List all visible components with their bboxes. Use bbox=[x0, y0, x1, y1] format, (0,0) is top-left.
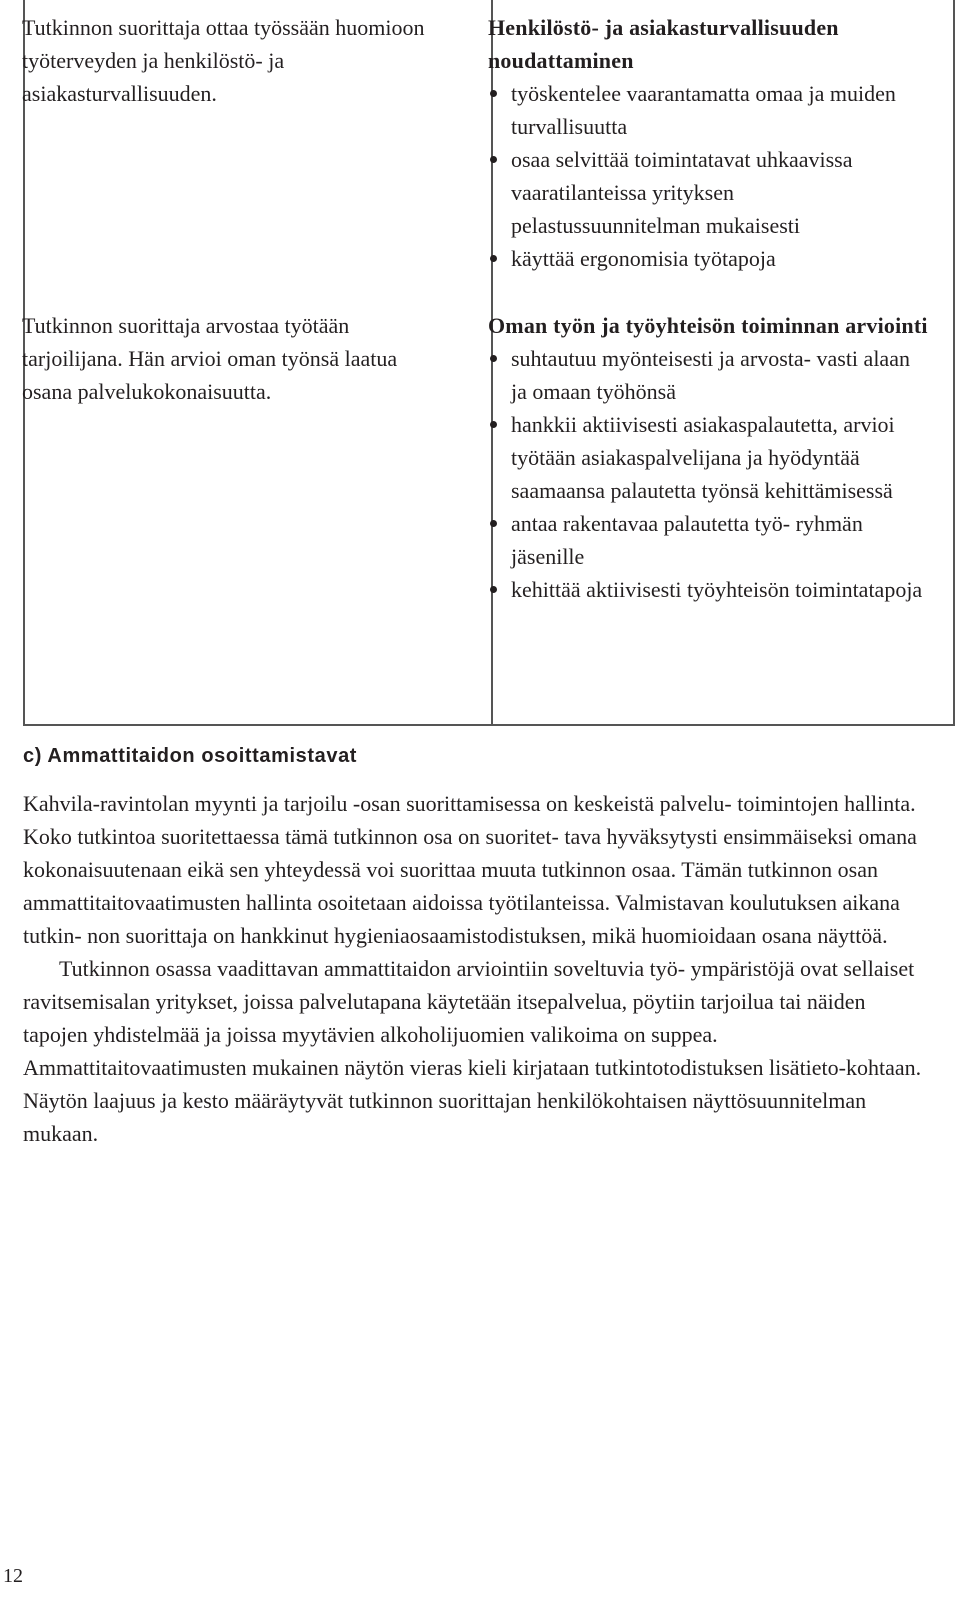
table-row-2-heading: Oman työn ja työyhteisön toiminnan arviointi bbox=[488, 313, 928, 338]
list-item: suhtautuu myönteisesti ja arvosta- vasti alaan ja omaan työhönsä bbox=[488, 342, 928, 408]
body-paragraph-2: Tutkinnon osassa vaadittavan ammattitaidon arviointiin soveltuvia työ- ympäristöjä ovat sellaiset ravitsemisalan yritykset, joissa palvelutapana käytetään itsepalvelua, pöytiin tarjoilua tai näiden tapojen yhdistelmää ja joissa myytävien alkoholijuomien valikoima on suppea. Ammattitaitovaatimusten mukainen näytön vieras kieli kirjataan tutkintotodistuksen lisätieto-kohtaan. Näytön laajuus ja kesto määräytyvät tutkinnon suorittajan henkilökohtaisen näyttösuunnitelman mukaan. bbox=[23, 956, 922, 1146]
body-paragraph-1: Kahvila-ravintolan myynti ja tarjoilu -osan suorittamisessa on keskeistä palvelu- toimintojen hallinta. Koko tutkintoa suoritettaessa tämä tutkinnon osa on suoritet- tava hyväksytysti ensimmäiseksi omana kokonaisuutenaan eikä sen yhteydessä voi suorittaa muuta tutkinnon osaa. Tämän tutkinnon osan ammattitaitovaatimusten hallinta osoitetaan aidoissa työtilanteissa. Valmistavan koulutuksen aikana tutkin- non suorittaja on hankkinut hygieniaosaamistodistuksen, mikä huomioidaan osana näyttöä. bbox=[23, 791, 917, 948]
list-item: käyttää ergonomisia työtapoja bbox=[488, 242, 928, 275]
table-row-1-criteria bbox=[488, 11, 928, 275]
list-item: työskentelee vaarantamatta omaa ja muiden turvallisuutta bbox=[488, 77, 928, 143]
list-item: osaa selvittää toimintatavat uhkaavissa vaaratilanteissa yrityksen pelastussuunnitelman mukaisesti bbox=[488, 143, 928, 242]
page-number: 12 bbox=[3, 1565, 23, 1587]
table-row-2-criteria bbox=[488, 309, 928, 606]
section-heading: c) Ammattitaidon osoittamistavat bbox=[23, 745, 358, 767]
table-row-2-left-text: Tutkinnon suorittaja arvostaa työtään tarjoilijana. Hän arvioi oman työnsä laatua osana palvelukokonaisuutta. bbox=[22, 313, 398, 404]
table-row-1-heading: Henkilöstö- ja asiakasturvallisuuden noudattaminen bbox=[488, 15, 839, 73]
list-item: hankkii aktiivisesti asiakaspalautetta, arvioi työtään asiakaspalvelijana ja hyödyntää saamaansa palautetta työnsä kehittämisessä bbox=[488, 408, 928, 507]
list-item: kehittää aktiivisesti työyhteisön toimintatapoja bbox=[488, 573, 928, 606]
table-row-2-bullet-list bbox=[488, 342, 928, 606]
list-item: antaa rakentavaa palautetta työ- ryhmän jäsenille bbox=[488, 507, 928, 573]
section-body bbox=[23, 787, 928, 1150]
table-row-1-bullet-list bbox=[488, 77, 928, 275]
table-row-1-left-text: Tutkinnon suorittaja ottaa työssään huomioon työterveyden ja henkilöstö- ja asiakasturvallisuuden. bbox=[22, 15, 425, 106]
